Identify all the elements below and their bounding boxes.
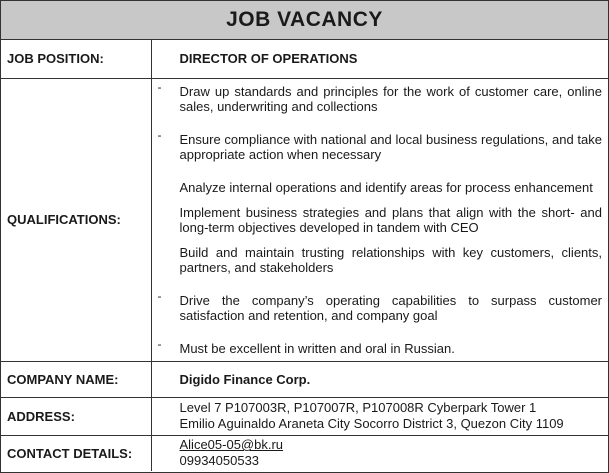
address-line-1: Level 7 P107003R, P107007R, P107008R Cyberpark Tower 1 xyxy=(179,400,537,415)
qualification-bullet: - xyxy=(157,336,162,351)
qualification-text: Build and maintain trusting relationships with key customers, clients, partners, and stakeholders xyxy=(179,244,602,275)
job-position-row xyxy=(1,40,608,78)
contact-row xyxy=(1,435,608,471)
qualification-item xyxy=(180,180,603,195)
page-title: JOB VACANCY xyxy=(226,8,383,31)
qualifications-value xyxy=(151,78,608,361)
company-name-value: Digido Finance Corp. xyxy=(151,361,608,397)
contact-phone: 09934050533 xyxy=(179,453,260,469)
address-label: ADDRESS: xyxy=(1,397,151,435)
qualification-item xyxy=(157,336,603,356)
title-bar xyxy=(1,1,608,40)
qualification-text: Must be excellent in written and oral in Russian. xyxy=(179,340,455,356)
qualification-bullet: - xyxy=(157,127,162,142)
job-position-value: DIRECTOR OF OPERATIONS xyxy=(151,40,608,78)
qualification-text: Drive the company’s operating capabilities to surpass customer satisfaction and retention, and company goal xyxy=(179,292,602,323)
qualifications-row xyxy=(1,78,608,361)
contact-details-value xyxy=(151,435,608,471)
qualification-bullet: - xyxy=(157,288,162,303)
qualification-item xyxy=(157,127,603,162)
company-name-label: COMPANY NAME: xyxy=(1,361,151,397)
qualification-text: Analyze internal operations and identify areas for process enhancement xyxy=(179,179,593,195)
qualification-bullet: - xyxy=(157,79,162,94)
vacancy-table xyxy=(1,40,608,471)
qualifications-list xyxy=(157,79,603,356)
qualification-item xyxy=(180,205,603,235)
job-position-label: JOB POSITION: xyxy=(1,40,151,78)
contact-details-label: CONTACT DETAILS: xyxy=(1,435,151,471)
company-row xyxy=(1,361,608,397)
qualification-text: Implement business strategies and plans that align with the short- and long-term objectives developed in tandem with CEO xyxy=(179,204,602,235)
address-value xyxy=(151,397,608,435)
qualification-text: Draw up standards and principles for the work of customer care, online sales, underwriting and collections xyxy=(179,83,602,114)
qualification-item xyxy=(157,288,603,323)
address-row xyxy=(1,397,608,435)
qualification-text: Ensure compliance with national and local business regulations, and take appropriate action when necessary xyxy=(179,131,602,162)
qualifications-label: QUALIFICATIONS: xyxy=(1,78,151,361)
contact-email-link[interactable]: Alice05-05@bk.ru xyxy=(179,437,284,453)
qualification-item xyxy=(180,245,603,275)
address-line-2: Emilio Aguinaldo Araneta City Socorro District 3, Quezon City 1109 xyxy=(179,416,564,431)
qualification-item xyxy=(157,79,603,114)
